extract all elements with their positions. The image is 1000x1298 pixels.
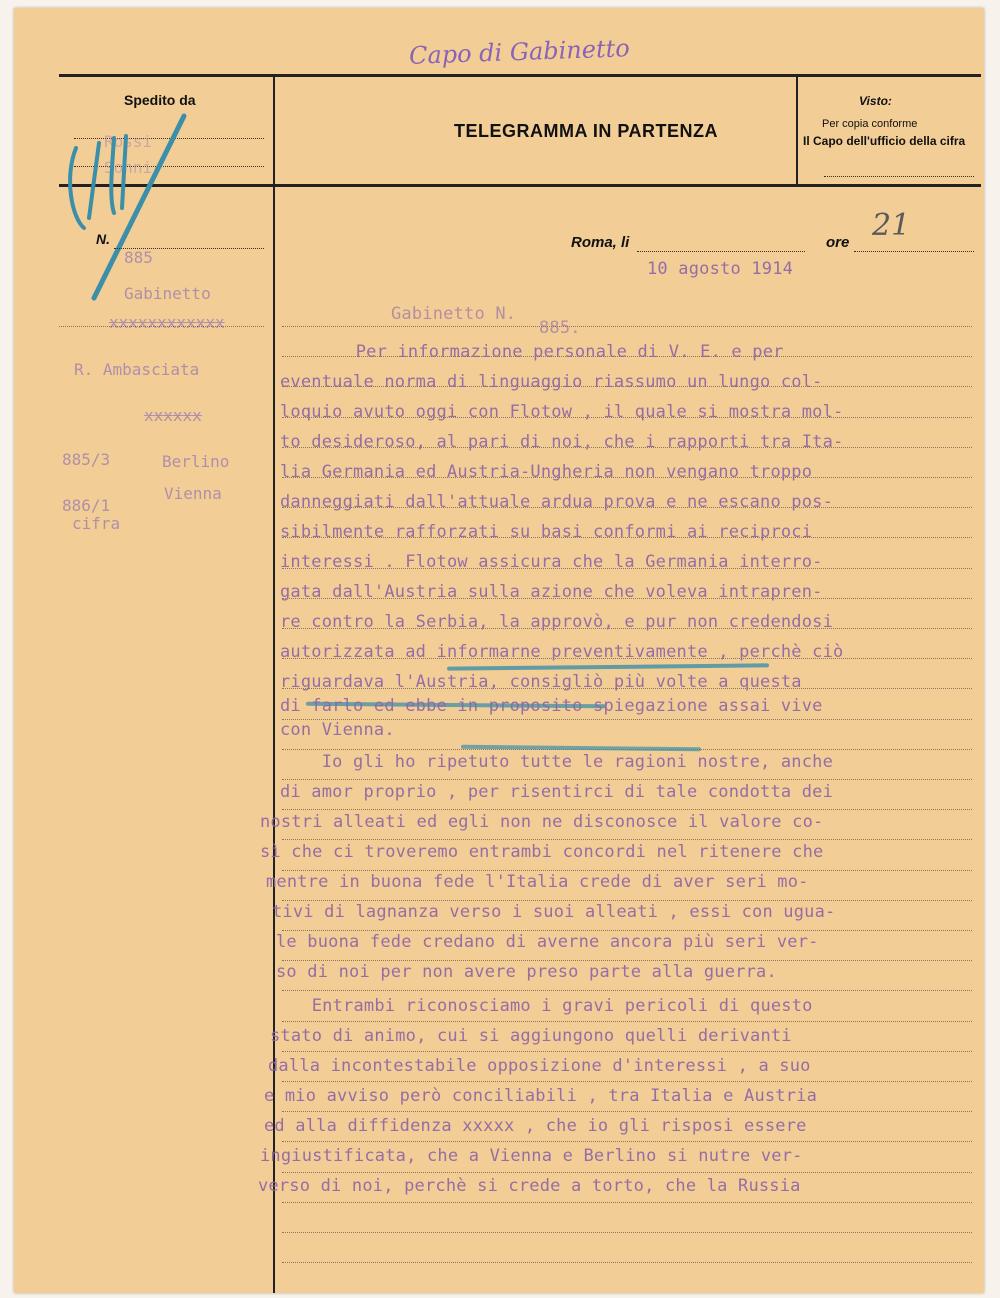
column-divider-right xyxy=(796,74,798,186)
struck-ambasciata: xxxxxx xyxy=(144,406,202,425)
body-heading-number: 885. xyxy=(539,318,581,338)
blue-underline-3 xyxy=(461,745,701,752)
body-dotted-line xyxy=(282,1262,972,1263)
telegram-date: 10 agosto 1914 xyxy=(647,259,794,279)
n-label: N. xyxy=(96,231,110,247)
ore-label: ore xyxy=(826,234,850,251)
telegram-sheet xyxy=(14,8,984,1293)
body-heading: Gabinetto N. xyxy=(391,304,517,324)
body-dotted-line xyxy=(282,930,972,931)
spedito-da-label: Spedito da xyxy=(124,92,196,108)
header-top-rule xyxy=(59,74,981,77)
reference-1: 885/3 xyxy=(62,450,111,469)
city-1: Berlino xyxy=(162,452,230,471)
body-dotted-line xyxy=(282,1141,972,1142)
body-line: to desideroso, al pari di noi, che i rapporti tra Ita- xyxy=(280,432,844,452)
visto-label: Visto: xyxy=(859,94,892,108)
body-line: autorizzata ad informarne preventivamente , perchè ciò xyxy=(280,642,844,662)
column-divider-left xyxy=(273,74,275,1293)
body-dotted-line xyxy=(282,900,972,901)
body-dotted-line xyxy=(282,1081,972,1082)
body-dotted-line xyxy=(282,809,972,810)
body-line: Per informazione personale di V. E. e per xyxy=(314,342,784,362)
body-line: con Vienna. xyxy=(280,720,395,740)
body-line: danneggiati dall'attuale ardua prova e ne escano pos- xyxy=(280,492,834,512)
body-line: dalla incontestabile opposizione d'interessi , a suo xyxy=(268,1056,811,1076)
reference-2: 886/1 xyxy=(62,496,111,515)
office-name: Gabinetto xyxy=(124,284,211,303)
ambasciata-label: R. Ambasciata xyxy=(74,360,200,379)
body-dotted-line xyxy=(282,1111,972,1112)
body-dotted-line xyxy=(282,1051,972,1052)
body-line: di farlo ed ebbe in proposito spiegazione assai vive xyxy=(280,696,823,716)
blue-pencil-mark xyxy=(54,108,194,308)
ore-line xyxy=(854,251,974,252)
body-line: Io gli ho ripetuto tutte le ragioni nostre, anche xyxy=(280,752,834,772)
body-dotted-line xyxy=(282,1021,972,1022)
body-dotted-line xyxy=(282,1172,972,1173)
body-line: tivi di lagnanza verso i suoi alleati , essi con ugua- xyxy=(272,902,836,922)
body-dotted-line xyxy=(282,779,972,780)
body-dotted-line xyxy=(282,1232,972,1233)
body-line: sì che ci troveremo entrambi concordi nel ritenere che xyxy=(260,842,824,862)
body-dotted-line xyxy=(282,839,972,840)
body-dotted-line xyxy=(282,1202,972,1203)
telegram-title: TELEGRAMMA IN PARTENZA xyxy=(454,121,718,141)
body-line: Entrambi riconosciamo i gravi pericoli di questo xyxy=(270,996,813,1016)
body-line: riguardava l'Austria, consigliò più volte a questa xyxy=(280,672,802,692)
body-line: nostri alleati ed egli non ne disconosce il valore co- xyxy=(260,812,824,832)
roma-label: Roma, li xyxy=(571,234,630,251)
ore-value: 21 xyxy=(872,208,911,243)
visto-signature-line xyxy=(824,176,974,177)
body-line: eventuale norma di linguaggio riassumo un lungo col- xyxy=(280,372,823,392)
handwritten-title: Capo di Gabinetto xyxy=(408,34,631,70)
body-line: le buona fede credano di averne ancora più seri ver- xyxy=(276,932,819,952)
body-dotted-line xyxy=(282,870,972,871)
header-bottom-rule xyxy=(59,184,981,187)
capo-ufficio-label: Il Capo dell'ufficio della cifra xyxy=(803,134,966,148)
body-line: e mio avviso però conciliabili , tra Italia e Austria xyxy=(264,1086,818,1106)
body-line: ed alla diffidenza xxxxx , che io gli risposi essere xyxy=(264,1116,807,1136)
body-line: sibilmente rafforzati su basi conformi ai reciproci xyxy=(280,522,813,542)
cifra-label: cifra xyxy=(72,514,121,533)
body-line: re contro la Serbia, la approvò, e pur non credendosi xyxy=(280,612,834,632)
body-line: so di noi per non avere preso parte alla guerra. xyxy=(276,962,777,982)
body-line: mentre in buona fede l'Italia crede di aver seri mo- xyxy=(266,872,809,892)
body-line: stato di animo, cui si aggiungono quelli derivanti xyxy=(270,1026,792,1046)
left-dotted-line xyxy=(59,326,264,327)
body-line: interessi . Flotow assicura che la Germania interro- xyxy=(280,552,823,572)
body-line: gata dall'Austria sulla azione che voleva intrapren- xyxy=(280,582,823,602)
struck-office: xxxxxxxxxxxx xyxy=(109,313,225,332)
body-line: lia Germania ed Austria-Ungheria non vengano troppo xyxy=(280,462,813,482)
roma-date-line xyxy=(637,251,805,252)
blue-underline-1 xyxy=(447,663,769,670)
per-copia-label: Per copia conforme xyxy=(822,118,918,130)
sender-name-2: Sonni xyxy=(104,158,153,177)
body-line: verso di noi, perchè si crede a torto, che la Russia xyxy=(258,1176,801,1196)
telegram-number: 885 xyxy=(124,248,153,267)
body-dotted-line xyxy=(282,990,972,991)
city-2: Vienna xyxy=(164,484,222,503)
sender-name-1: Rossi xyxy=(104,132,153,151)
body-dotted-line xyxy=(282,326,972,327)
body-line: di amor proprio , per risentirci di tale condotta dei xyxy=(280,782,834,802)
body-line: loquio avuto oggi con Flotow , il quale si mostra mol- xyxy=(280,402,844,422)
body-line: ingiustificata, che a Vienna e Berlino si nutre ver- xyxy=(260,1146,803,1166)
